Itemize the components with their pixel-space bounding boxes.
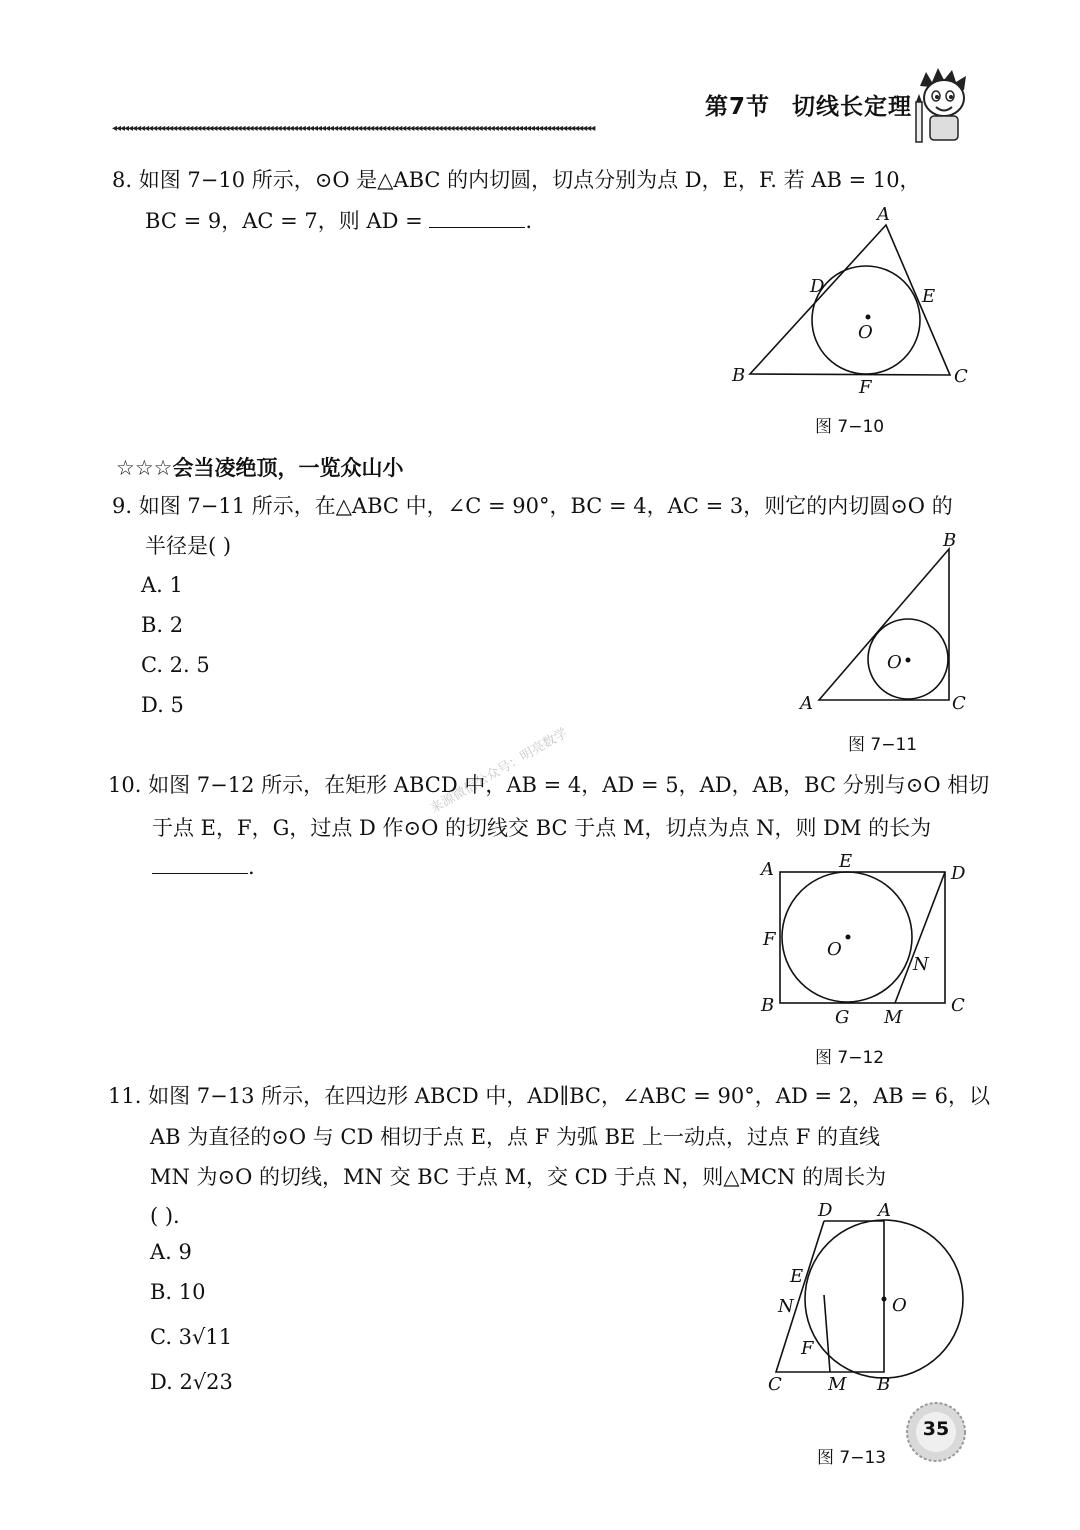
label-c: C (768, 1374, 782, 1395)
label-f: F (801, 1338, 814, 1359)
problem-11-line-4: ( ). (150, 1204, 180, 1228)
problem-9-line-2: 半径是( ) (145, 534, 232, 558)
tangent-dm (895, 872, 945, 1003)
problem-11-line-1: 11. 如图 7−13 所示，在四边形 ABCD 中，AD∥BC，∠ABC = 90°，AD = 2，AB = 6，以 (108, 1084, 990, 1108)
label-a: A (800, 693, 813, 714)
label-g: G (835, 1007, 850, 1028)
problem-8-number: 8. (112, 168, 133, 192)
problem-8-line-2: BC = 9，AC = 7，则 AD = . (145, 209, 533, 233)
answer-blank[interactable] (152, 853, 248, 874)
header-divider: ◂◂◂◂◂◂◂◂◂◂◂◂◂◂◂◂◂◂◂◂◂◂◂◂◂◂◂◂◂◂◂◂◂◂◂◂◂◂◂◂◂◂◂◂◂◂◂◂◂◂◂◂◂◂◂◂◂◂◂◂◂◂◂◂◂◂◂◂◂◂◂◂◂◂◂◂◂◂◂◂◂◂◂◂◂◂◂◂◂◂◂◂◂◂◂◂◂◂◂◂◂◂◂◂◂◂◂◂◂◂◂◂◂◂◂◂◂◂◂◂ (112, 124, 595, 134)
problem-11-option-a[interactable]: A. 9 (150, 1240, 192, 1264)
label-c: C (951, 995, 965, 1016)
label-b: B (877, 1374, 891, 1395)
problem-8-line-1: 8. 如图 7−10 所示，⊙O 是△ABC 的内切圆，切点分别为点 D，E，F. 若 AB = 10， (112, 168, 921, 192)
label-o: O (858, 322, 873, 343)
problem-10-number: 10. (108, 773, 142, 797)
figure-7-13-caption: 图 7−13 (817, 1448, 887, 1468)
label-b: B (732, 365, 746, 386)
problem-9-option-a[interactable]: A. 1 (141, 573, 183, 597)
chapter-header (705, 88, 912, 121)
label-f: F (859, 377, 872, 398)
problem-10-answer: . (152, 853, 255, 881)
center-dot (882, 1297, 887, 1302)
label-e: E (790, 1266, 804, 1287)
center-dot (846, 935, 851, 940)
label-f: F (763, 929, 776, 950)
label-n: N (913, 954, 929, 975)
mascot-icon (910, 66, 974, 144)
label-b: B (761, 995, 775, 1016)
answer-blank[interactable] (429, 207, 525, 228)
problem-11-number: 11. (108, 1084, 142, 1108)
label-o: O (887, 652, 902, 673)
label-d: D (951, 863, 966, 884)
page-number: 35 (922, 1418, 950, 1440)
tangent-mn (824, 1295, 830, 1372)
center-dot (906, 658, 911, 663)
label-a: A (878, 1200, 891, 1221)
problem-9-option-c[interactable]: C. 2. 5 (141, 653, 210, 677)
label-e: E (839, 851, 853, 872)
figure-7-12 (755, 845, 980, 1035)
problem-11-option-d[interactable]: D. 2√23 (150, 1370, 233, 1394)
figure-7-13 (760, 1196, 975, 1396)
label-a: A (877, 204, 890, 225)
label-d: D (818, 1200, 833, 1221)
figure-7-10-caption: 图 7−10 (815, 417, 885, 437)
figure-7-11-caption: 图 7−11 (848, 735, 918, 755)
label-a: A (761, 859, 774, 880)
triangle-abc (750, 225, 950, 375)
problem-9-line-1: 9. 如图 7−11 所示，在△ABC 中，∠C = 90°，BC = 4，AC = 3，则它的内切圆⊙O 的 (112, 494, 953, 518)
figure-7-12-caption: 图 7−12 (815, 1048, 885, 1068)
label-b: B (943, 530, 957, 551)
chapter-title: 切线长定理 (792, 94, 913, 120)
chapter-section: 第7节 (705, 94, 771, 120)
label-d: D (810, 276, 825, 297)
problem-11-line-2: AB 为直径的⊙O 与 CD 相切于点 E，点 F 为弧 BE 上一动点，过点 F 的直线 (150, 1125, 880, 1149)
problem-11-option-c[interactable]: C. 3√11 (150, 1325, 233, 1349)
incircle-o (812, 266, 920, 374)
label-m: M (884, 1007, 903, 1028)
label-m: M (828, 1374, 847, 1395)
label-n: N (778, 1296, 794, 1317)
watermark: 来源微信公众号：明亮数学 (427, 725, 571, 817)
problem-9-number: 9. (112, 494, 133, 518)
problem-10-line-1: 10. 如图 7−12 所示，在矩形 ABCD 中，AB = 4，AD = 5，AD，AB，BC 分别与⊙O 相切 (108, 773, 990, 797)
label-c: C (952, 693, 966, 714)
problem-10-line-2: 于点 E，F，G，过点 D 作⊙O 的切线交 BC 于点 M，切点为点 N，则 DM 的长为 (152, 816, 932, 840)
figure-7-11 (792, 528, 982, 728)
problem-9-option-b[interactable]: B. 2 (141, 613, 184, 637)
label-c: C (954, 366, 968, 387)
figure-7-10 (728, 204, 978, 404)
problem-11-line-3: MN 为⊙O 的切线，MN 交 BC 于点 M，交 CD 于点 N，则△MCN 的周长为 (150, 1165, 887, 1189)
label-o: O (892, 1295, 907, 1316)
problem-9-option-d[interactable]: D. 5 (141, 693, 184, 717)
problem-11-option-b[interactable]: B. 10 (150, 1280, 206, 1304)
label-o: O (827, 939, 842, 960)
center-dot (866, 315, 871, 320)
section-heading: ☆☆☆会当凌绝顶，一览众山小 (116, 456, 404, 480)
label-e: E (922, 286, 936, 307)
